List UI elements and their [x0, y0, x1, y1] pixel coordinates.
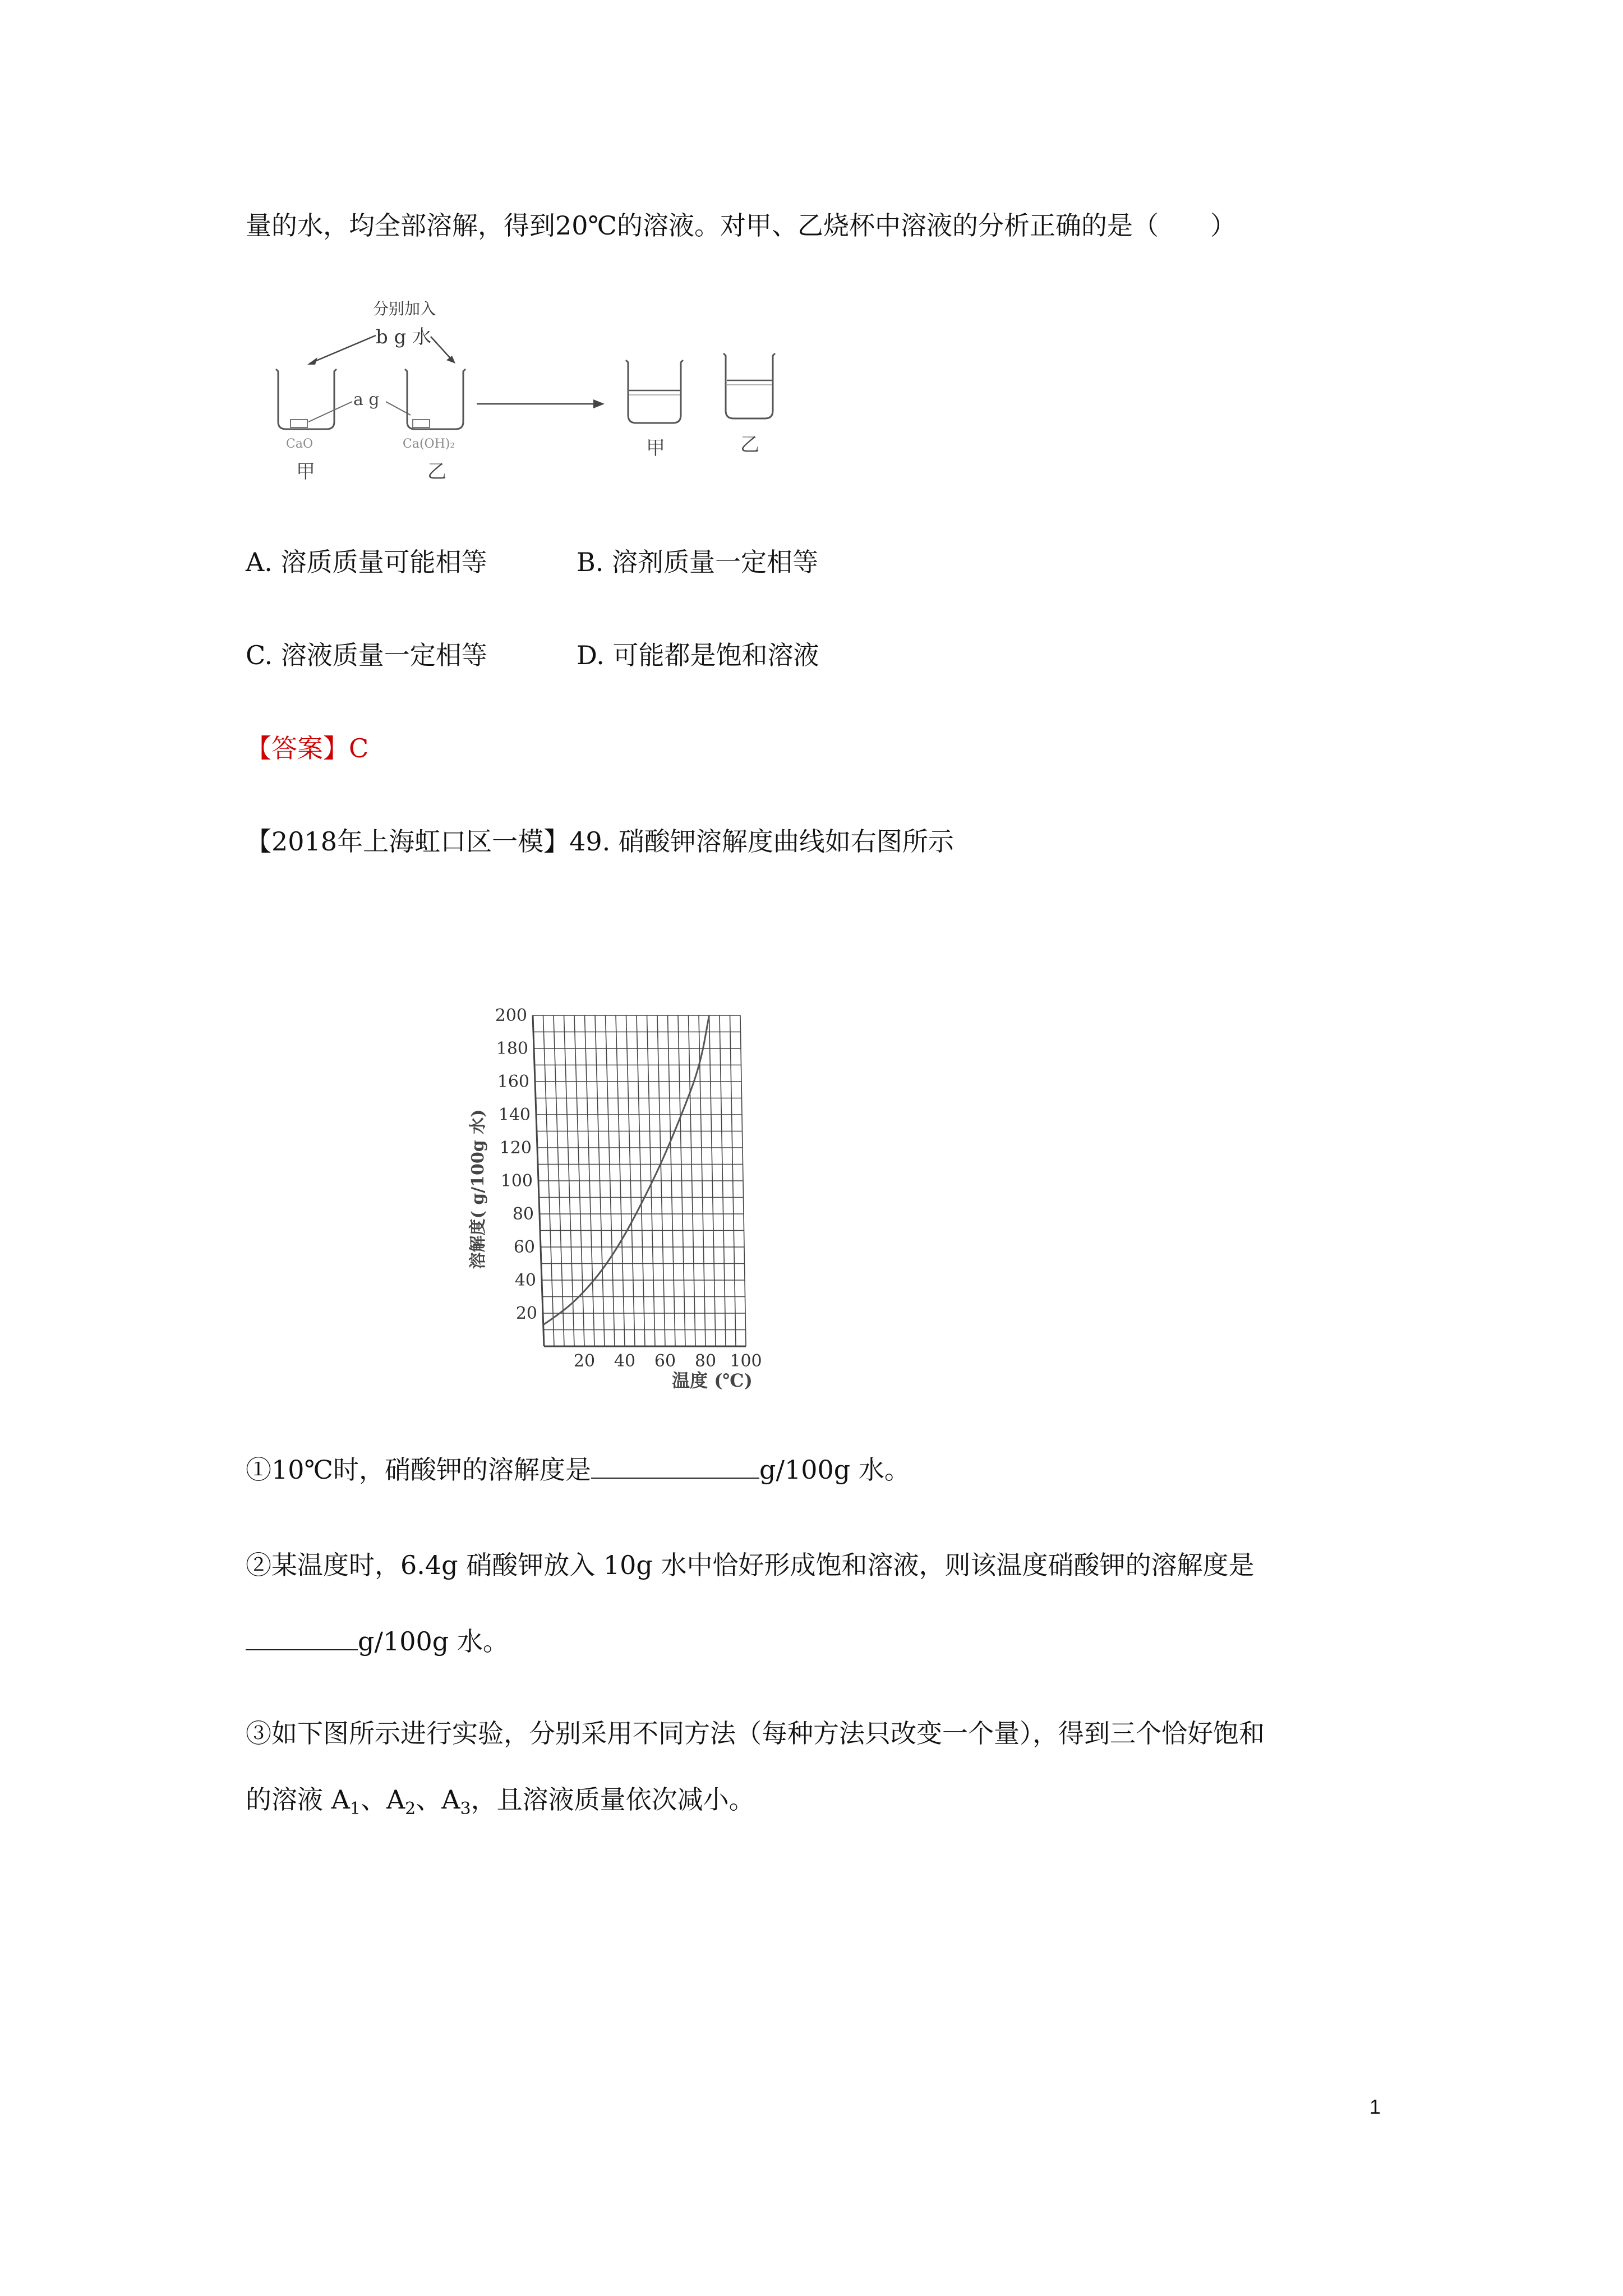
y-tick-label-60: 60: [513, 1237, 535, 1257]
solid-right: [413, 420, 430, 427]
y-tick-label-20: 20: [515, 1304, 537, 1323]
question-stem-continuation: 量的水，均全部溶解，得到20℃的溶液。对甲、乙烧杯中溶液的分析正确的是（ ）: [246, 210, 1236, 241]
result-label-yi: 乙: [740, 434, 759, 456]
solid-left: [291, 420, 307, 427]
sub-question-1: [246, 1453, 910, 1487]
solubility-chart: [449, 987, 841, 1414]
option-d: D. 可能都是饱和溶液: [577, 640, 819, 670]
result-label-jia: 甲: [646, 437, 665, 459]
y-tick-label-180: 180: [496, 1039, 528, 1059]
answer-line: [246, 731, 368, 765]
q3-sub-2: 2: [405, 1799, 416, 1819]
y-tick-label-160: 160: [497, 1072, 529, 1092]
diagram-top-label: 分别加入: [373, 300, 436, 318]
q1-answer-blank[interactable]: [591, 1455, 759, 1479]
page-number: 1: [1370, 2095, 1381, 2118]
reagent-left-label: CaO: [286, 437, 313, 451]
result-beaker-jia: [626, 360, 683, 423]
arrow-head-left: [307, 357, 317, 365]
y-tick-label-80: 80: [512, 1204, 534, 1224]
q3-sep-2: 、A: [416, 1784, 460, 1815]
option-a: A. 溶质质量可能相等: [246, 547, 487, 577]
q3-text-b: ，且溶液质量依次减小。: [471, 1784, 755, 1815]
q1-suffix: g/100g 水。: [759, 1455, 910, 1485]
y-tick-label-140: 140: [498, 1105, 531, 1125]
label-yi-left: 乙: [427, 461, 446, 483]
sub-question-3-line2: [246, 1783, 755, 1826]
x-tick-label-80: 80: [694, 1351, 717, 1371]
q2-suffix: g/100g 水。: [358, 1626, 509, 1657]
x-axis-label: 温度 (℃): [672, 1370, 753, 1391]
process-arrow-head: [593, 399, 605, 408]
answer-bracket: 【答案】: [246, 733, 349, 763]
answer-value: C: [349, 733, 369, 763]
diagram-water-label: b g 水: [376, 326, 432, 348]
label-jia-left: 甲: [296, 461, 315, 483]
question-49-title: 【2018年上海虹口区一模】49. 硝酸钾溶解度曲线如右图所示: [246, 826, 954, 857]
q3-text-a: 的溶液 A: [246, 1784, 350, 1815]
y-axis-label: 溶解度( g/100g 水): [468, 1109, 488, 1269]
arrow-head-right: [446, 356, 455, 364]
x-tick-label-60: 60: [654, 1351, 676, 1371]
q1-prefix: ①10℃时，硝酸钾的溶解度是: [246, 1455, 591, 1485]
mass-label: a g: [353, 390, 380, 409]
sub-question-2-line1: ②某温度时，6.4g 硝酸钾放入 10g 水中恰好形成饱和溶液，则该温度硝酸钾的溶解度是: [246, 1550, 1255, 1580]
q3-sep-1: 、A: [360, 1784, 405, 1815]
beaker-diagram: [264, 292, 824, 499]
option-b: B. 溶剂质量一定相等: [577, 547, 819, 577]
reagent-right-label: Ca(OH)₂: [403, 437, 455, 451]
arrow-to-left-beaker: [310, 335, 376, 364]
q3-sub-3: 3: [460, 1799, 471, 1819]
option-c: C. 溶液质量一定相等: [246, 640, 487, 670]
x-tick-label-40: 40: [614, 1351, 636, 1371]
x-tick-label-20: 20: [573, 1351, 596, 1371]
y-tick-label-120: 120: [499, 1138, 532, 1158]
sub-question-3-line1: ③如下图所示进行实验，分别采用不同方法（每种方法只改变一个量），得到三个恰好饱和: [246, 1718, 1265, 1749]
x-tick-label-100: 100: [730, 1351, 762, 1371]
q3-sub-1: 1: [349, 1799, 361, 1819]
y-tick-label-200: 200: [495, 1006, 527, 1025]
mass-pointer-left: [308, 402, 352, 422]
sub-question-2-line2: [246, 1625, 509, 1658]
q2-answer-blank[interactable]: [246, 1627, 358, 1650]
y-tick-label-40: 40: [514, 1271, 536, 1290]
y-tick-label-100: 100: [500, 1171, 533, 1191]
result-beaker-yi: [723, 353, 775, 418]
